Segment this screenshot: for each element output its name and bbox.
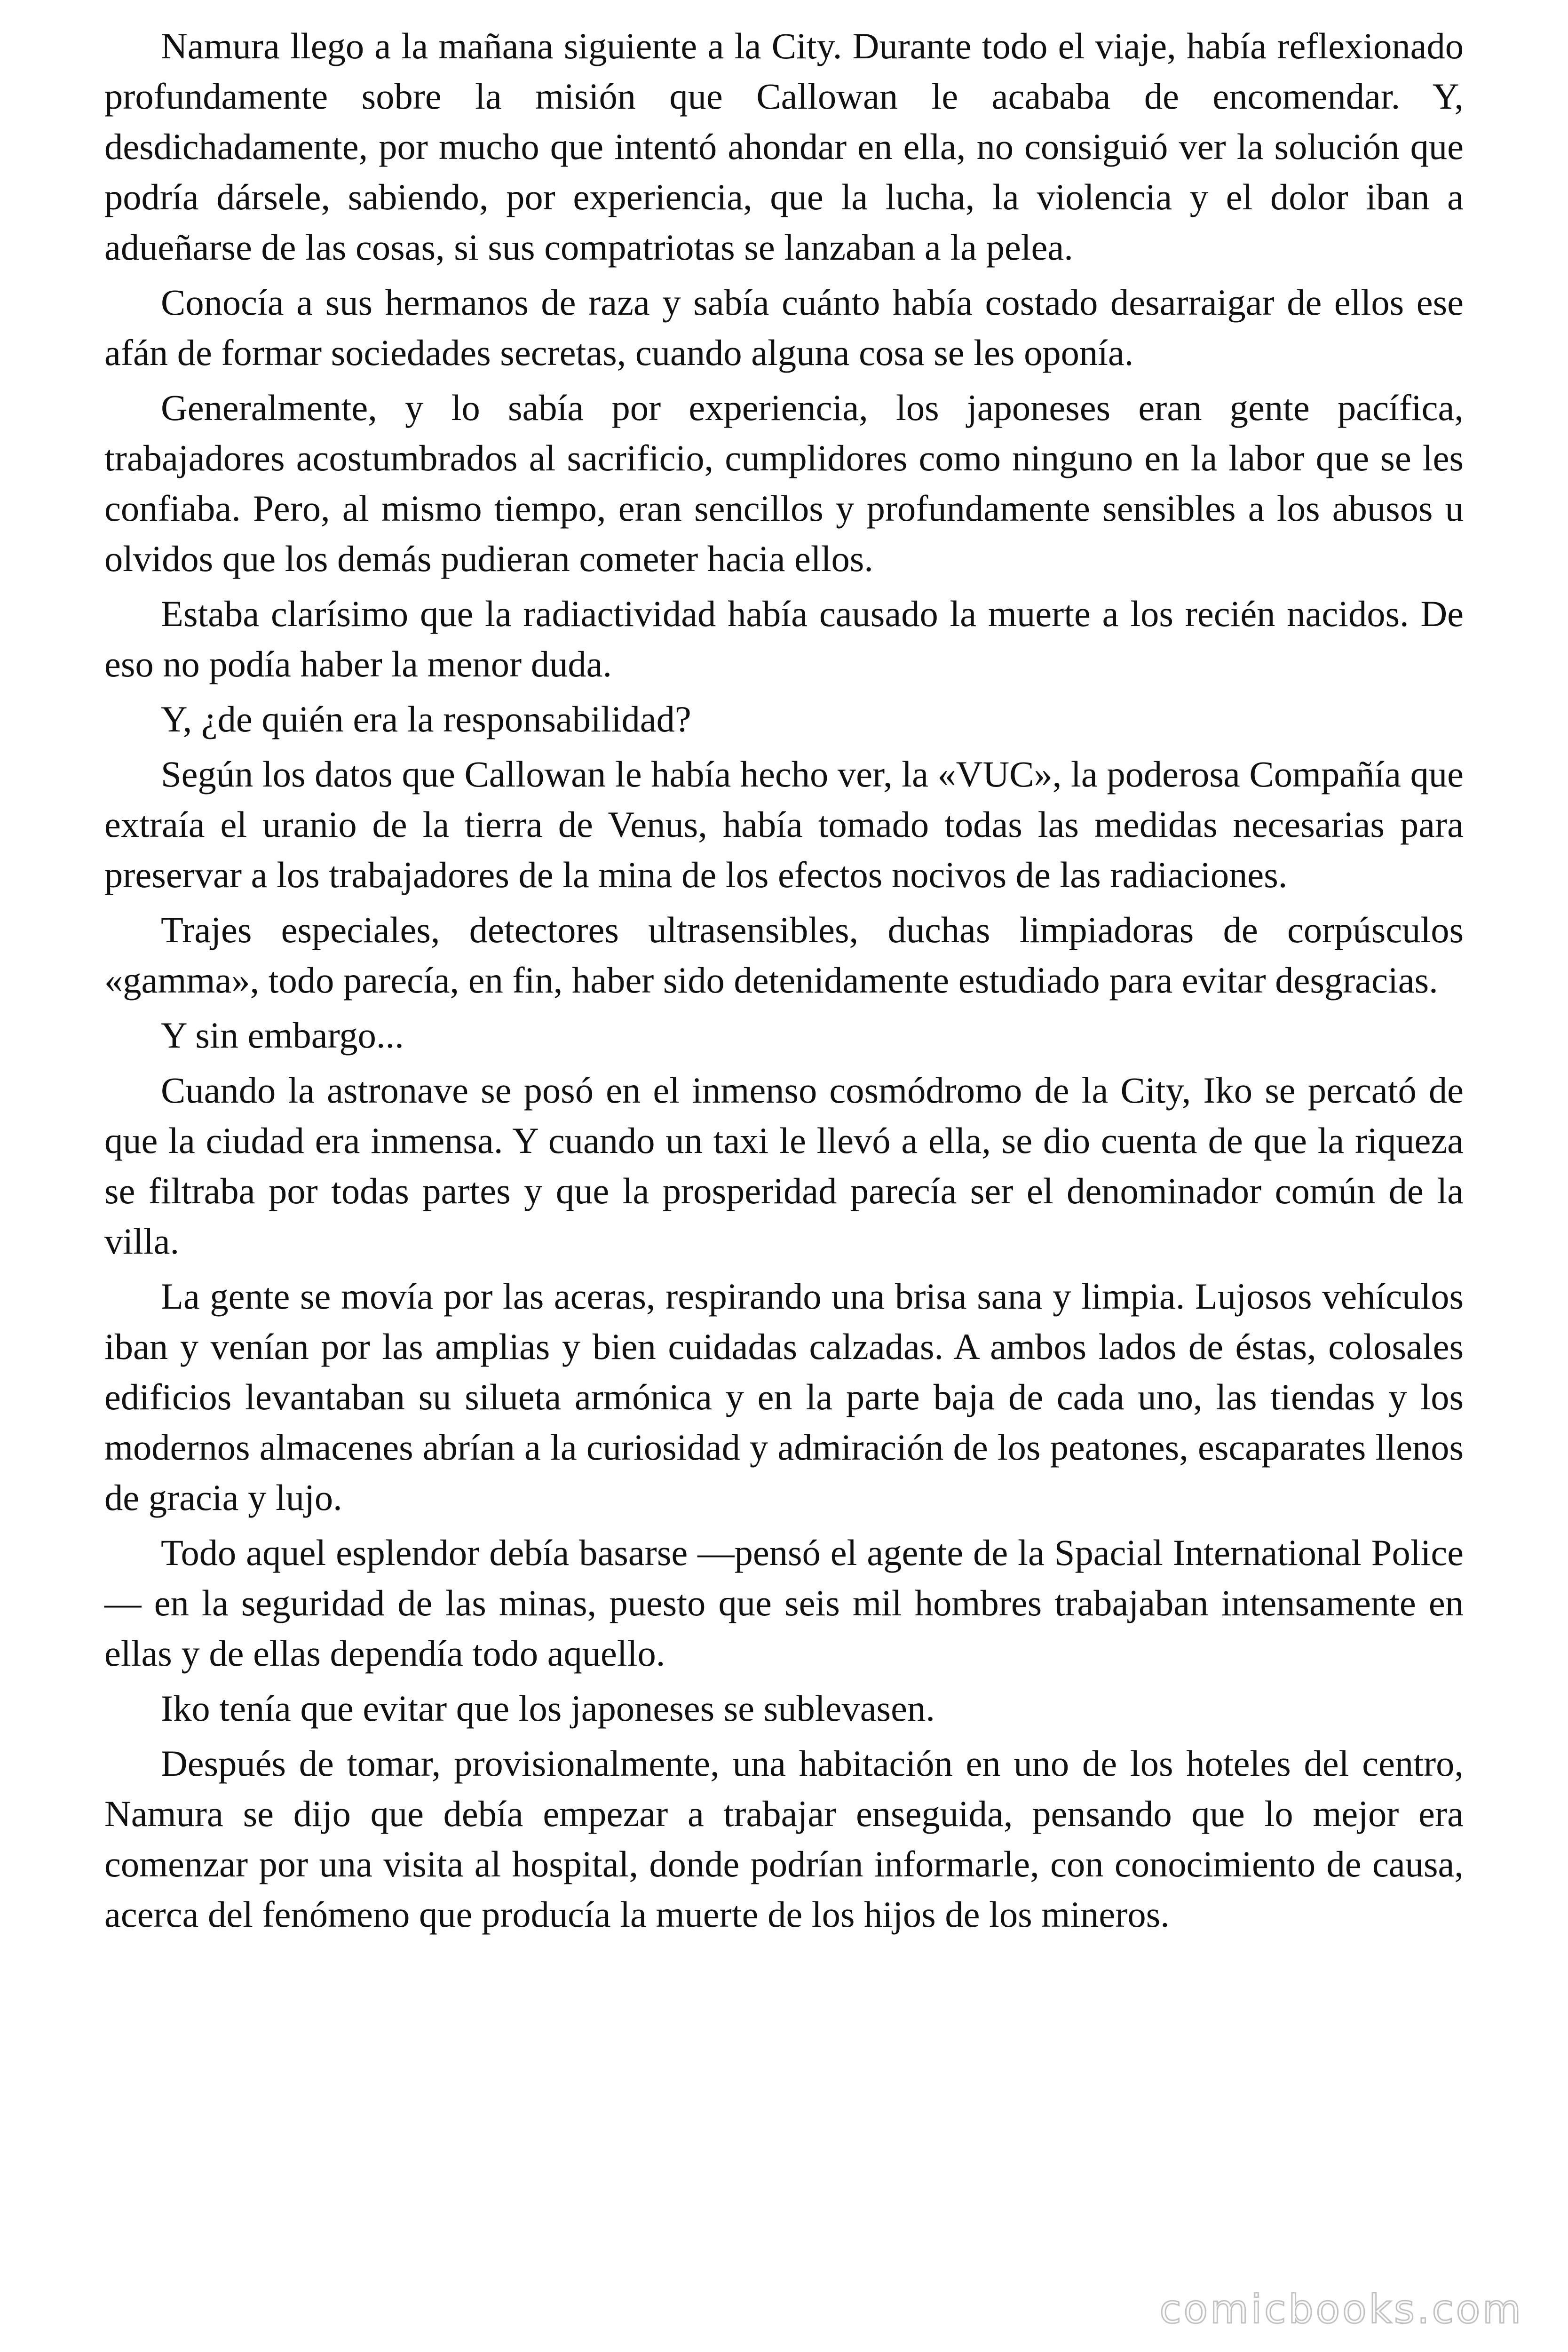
paragraph: Trajes especiales, detectores ultrasensibles, duchas limpiadoras de corpúsculos «gamma», todo parecía, en fin, haber sido detenidamente estudiado para evitar desgracias. xyxy=(104,909,1464,1001)
paragraph: Todo aquel esplendor debía basarse —pensó el agente de la Spacial International Police— en la seguridad de las minas, puesto que seis mil hombres trabajaban intensamente en ellas y de ellas dependía todo aquello. xyxy=(104,1532,1464,1674)
watermark-text: comicbooks.com xyxy=(1159,2286,1523,2332)
paragraph: Y sin embargo... xyxy=(161,1015,404,1056)
document-page xyxy=(104,21,1464,1944)
paragraph: Generalmente, y lo sabía por experiencia, los japoneses eran gente pacífica, trabajadores acostumbrados al sacrificio, cumplidores como ninguno en la labor que se les confiaba. Pero, al mismo tiempo, eran sencillos y profundamente sensibles a los abusos u olvidos que los demás pudieran cometer hacia ellos. xyxy=(104,387,1464,579)
paragraph: Iko tenía que evitar que los japoneses se sublevasen. xyxy=(161,1688,935,1729)
paragraph: Cuando la astronave se posó en el inmenso cosmódromo de la City, Iko se percató de que la ciudad era inmensa. Y cuando un taxi le llevó a ella, se dio cuenta de que la riqueza se filtraba por todas partes y que la prosperidad parecía ser el denominador común de la villa. xyxy=(104,1070,1464,1262)
paragraph: Estaba clarísimo que la radiactividad había causado la muerte a los recién nacidos. De eso no podía haber la menor duda. xyxy=(104,593,1464,684)
paragraph: Según los datos que Callowan le había hecho ver, la «VUC», la poderosa Compañía que extraía el uranio de la tierra de Venus, había tomado todas las medidas necesarias para preservar a los trabajadores de la mina de los efectos nocivos de las radiaciones. xyxy=(104,754,1464,895)
paragraph: Conocía a sus hermanos de raza y sabía cuánto había costado desarraigar de ellos ese afán de formar sociedades secretas, cuando alguna cosa se les oponía. xyxy=(104,282,1464,373)
paragraph: Después de tomar, provisionalmente, una habitación en uno de los hoteles del centro, Namura se dijo que debía empezar a trabajar enseguida, pensando que lo mejor era comenzar por una visita al hospital, donde podrían informarle, con conocimiento de causa, acerca del fenómeno que producía la muerte de los hijos de los mineros. xyxy=(104,1743,1464,1935)
paragraph: Y, ¿de quién era la responsabilidad? xyxy=(161,699,691,739)
paragraph: Namura llego a la mañana siguiente a la City. Durante todo el viaje, había reflexionado profundamente sobre la misión que Callowan le acababa de encomendar. Y, desdichadamente, por mucho que intentó ahondar en ella, no consiguió ver la solución que podría dársele, sabiendo, por experiencia, que la lucha, la violencia y el dolor iban a adueñarse de las cosas, si sus compatriotas se lanzaban a la pelea. xyxy=(104,25,1464,268)
paragraph: La gente se movía por las aceras, respirando una brisa sana y limpia. Lujosos vehículos iban y venían por las amplias y bien cuidadas calzadas. A ambos lados de éstas, colosales edificios levantaban su silueta armónica y en la parte baja de cada uno, las tiendas y los modernos almacenes abrían a la curiosidad y admiración de los peatones, escaparates llenos de gracia y lujo. xyxy=(104,1276,1464,1518)
